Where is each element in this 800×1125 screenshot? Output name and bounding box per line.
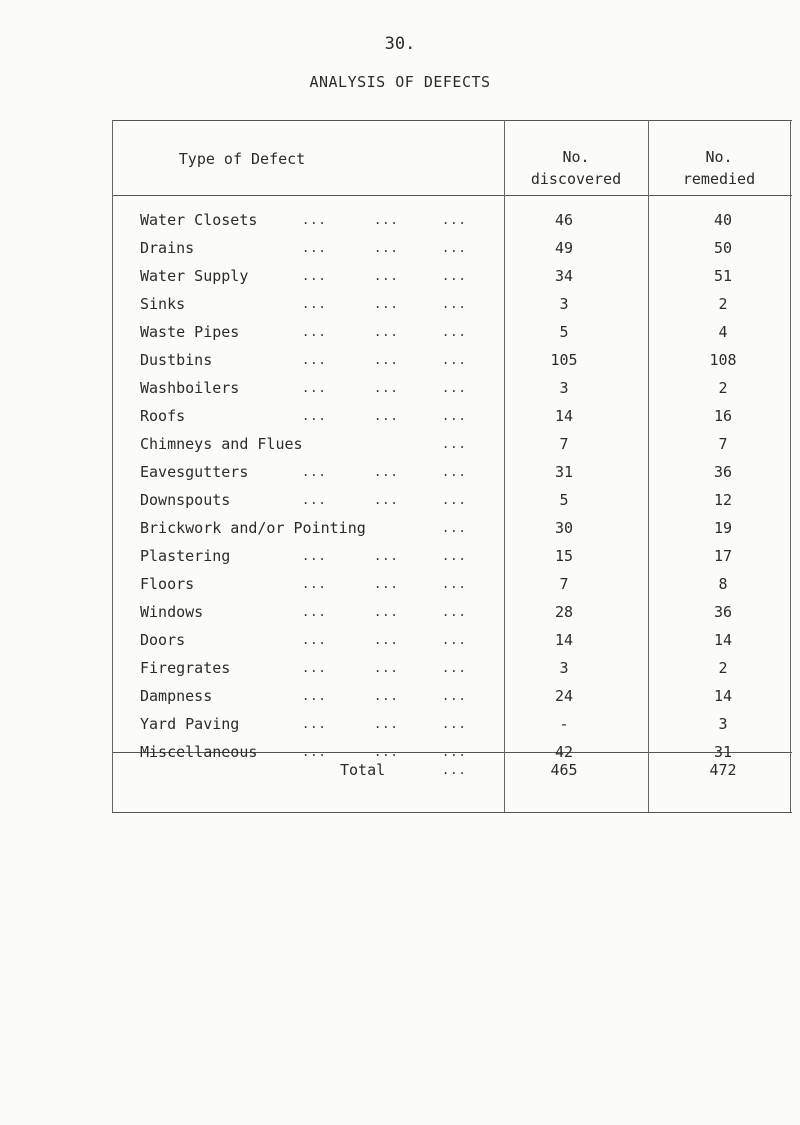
remedied-count: 50 — [713, 239, 733, 257]
remedied-count: 2 — [718, 659, 728, 677]
leader-dot-group: ... — [442, 689, 467, 703]
total-remedied: 472 — [709, 761, 737, 779]
discovered-count: 15 — [554, 547, 574, 565]
table-row — [112, 374, 792, 402]
discovered-count: 3 — [559, 295, 569, 313]
leader-dot-group: ... — [442, 353, 467, 367]
leader-dot-group: ... — [442, 633, 467, 647]
leader-dot-group: ... — [302, 409, 327, 423]
discovered-count: 14 — [554, 631, 574, 649]
remedied-count: 17 — [713, 547, 733, 565]
defect-type: Eavesgutters — [140, 463, 249, 481]
header-bottom-rule — [112, 195, 792, 196]
discovered-count: 49 — [554, 239, 574, 257]
remedied-count: 2 — [718, 295, 728, 313]
table-row — [112, 570, 792, 598]
defect-type: Miscellaneous — [140, 743, 258, 761]
discovered-count: 3 — [559, 659, 569, 677]
leader-dot-group: ... — [442, 269, 467, 283]
discovered-count: 5 — [559, 323, 569, 341]
table-row — [112, 654, 792, 682]
defect-type: Water Supply — [140, 267, 249, 285]
remedied-count: 108 — [709, 351, 737, 369]
table-bottom-rule — [112, 812, 792, 813]
remedied-count: 51 — [713, 267, 733, 285]
table-row — [112, 430, 792, 458]
leader-dot-group: ... — [302, 353, 327, 367]
leader-dot-group: ... — [442, 465, 467, 479]
discovered-count: 7 — [559, 575, 569, 593]
remedied-count: 16 — [713, 407, 733, 425]
discovered-count: 30 — [554, 519, 574, 537]
leader-dot-group: ... — [442, 577, 467, 591]
leader-dot-group: ... — [374, 493, 399, 507]
total-row — [112, 756, 792, 784]
defect-type: Washboilers — [140, 379, 240, 397]
discovered-count: 42 — [554, 743, 574, 761]
defect-type: Windows — [140, 603, 204, 621]
remedied-count: 12 — [713, 491, 733, 509]
header-remedied-line2: remedied — [682, 170, 756, 188]
leader-dot-group: ... — [302, 633, 327, 647]
table-top-rule — [112, 120, 792, 121]
leader-dot-group: ... — [442, 381, 467, 395]
defect-type: Chimneys and Flues — [140, 435, 303, 453]
header-no-discovered — [504, 146, 648, 190]
leader-dot-group: ... — [374, 297, 399, 311]
page-title: ANALYSIS OF DEFECTS — [309, 73, 491, 91]
leader-dot-group: ... — [442, 605, 467, 619]
leader-dot-group: ... — [442, 521, 467, 535]
discovered-count: 3 — [559, 379, 569, 397]
leader-dot-group: ... — [302, 241, 327, 255]
leader-dot-group: ... — [374, 549, 399, 563]
defect-type: Yard Paving — [140, 715, 240, 733]
leader-dot-group: ... — [442, 549, 467, 563]
defect-type: Dampness — [140, 687, 213, 705]
defect-type: Drains — [140, 239, 195, 257]
table-row — [112, 682, 792, 710]
defect-type: Water Closets — [140, 211, 258, 229]
total-discovered: 465 — [550, 761, 578, 779]
leader-dot-group: ... — [302, 745, 327, 759]
discovered-count: 34 — [554, 267, 574, 285]
discovered-count: 31 — [554, 463, 574, 481]
leader-dot-group: ... — [374, 381, 399, 395]
table-row — [112, 542, 792, 570]
leader-dot-group: ... — [302, 717, 327, 731]
defect-type: Downspouts — [140, 491, 231, 509]
remedied-count: 14 — [713, 687, 733, 705]
leader-dot-group: ... — [302, 297, 327, 311]
table-row — [112, 486, 792, 514]
page-number: 30. — [384, 34, 416, 54]
defect-type: Roofs — [140, 407, 186, 425]
leader-dot-group: ... — [442, 213, 467, 227]
leader-dot-group: ... — [374, 605, 399, 619]
table-row — [112, 514, 792, 542]
leader-dot-group: ... — [302, 493, 327, 507]
leader-dot-group: ... — [442, 745, 467, 759]
leader-dot-group: ... — [302, 577, 327, 591]
leader-dot-group: ... — [442, 409, 467, 423]
leader-dot-group: ... — [442, 297, 467, 311]
total-leader-dots: ... — [442, 763, 467, 777]
leader-dot-group: ... — [374, 269, 399, 283]
leader-dot-group: ... — [302, 213, 327, 227]
leader-dot-group: ... — [302, 325, 327, 339]
leader-dot-group: ... — [442, 241, 467, 255]
remedied-count: 14 — [713, 631, 733, 649]
leader-dot-group: ... — [374, 213, 399, 227]
table-row — [112, 402, 792, 430]
leader-dot-group: ... — [302, 549, 327, 563]
header-no-remedied — [648, 146, 790, 190]
header-type-of-defect: Type of Defect — [178, 150, 306, 168]
leader-dot-group: ... — [302, 605, 327, 619]
discovered-count: - — [559, 715, 569, 733]
discovered-count: 28 — [554, 603, 574, 621]
remedied-count: 36 — [713, 603, 733, 621]
leader-dot-group: ... — [302, 661, 327, 675]
defect-type: Brickwork and/or Pointing — [140, 519, 366, 537]
leader-dot-group: ... — [442, 717, 467, 731]
header-discovered-line1: No. — [562, 148, 590, 166]
discovered-count: 46 — [554, 211, 574, 229]
table-row — [112, 262, 792, 290]
remedied-count: 7 — [718, 435, 728, 453]
header-discovered-line2: discovered — [530, 170, 622, 188]
leader-dot-group: ... — [302, 689, 327, 703]
leader-dot-group: ... — [374, 633, 399, 647]
defect-type: Firegrates — [140, 659, 231, 677]
table-row — [112, 458, 792, 486]
remedied-count: 2 — [718, 379, 728, 397]
table-row — [112, 290, 792, 318]
remedied-count: 8 — [718, 575, 728, 593]
remedied-count: 36 — [713, 463, 733, 481]
discovered-count: 24 — [554, 687, 574, 705]
leader-dot-group: ... — [302, 381, 327, 395]
leader-dot-group: ... — [442, 661, 467, 675]
table-row — [112, 206, 792, 234]
defects-table — [112, 120, 792, 832]
leader-dot-group: ... — [374, 325, 399, 339]
table-row — [112, 346, 792, 374]
discovered-count: 105 — [550, 351, 578, 369]
defect-type: Dustbins — [140, 351, 213, 369]
leader-dot-group: ... — [442, 325, 467, 339]
discovered-count: 14 — [554, 407, 574, 425]
table-row — [112, 318, 792, 346]
leader-dot-group: ... — [374, 745, 399, 759]
leader-dot-group: ... — [374, 465, 399, 479]
discovered-count: 7 — [559, 435, 569, 453]
leader-dot-group: ... — [374, 241, 399, 255]
table-row — [112, 626, 792, 654]
leader-dot-group: ... — [374, 409, 399, 423]
defect-type: Plastering — [140, 547, 231, 565]
leader-dot-group: ... — [442, 493, 467, 507]
leader-dot-group: ... — [374, 353, 399, 367]
defect-type: Sinks — [140, 295, 186, 313]
leader-dot-group: ... — [302, 269, 327, 283]
remedied-count: 19 — [713, 519, 733, 537]
leader-dot-group: ... — [442, 437, 467, 451]
defect-type: Floors — [140, 575, 195, 593]
total-label: Total — [340, 761, 386, 779]
remedied-count: 3 — [718, 715, 728, 733]
table-row — [112, 234, 792, 262]
table-row — [112, 710, 792, 738]
remedied-count: 31 — [713, 743, 733, 761]
remedied-count: 40 — [713, 211, 733, 229]
header-remedied-line1: No. — [705, 148, 733, 166]
defect-type: Doors — [140, 631, 186, 649]
leader-dot-group: ... — [374, 577, 399, 591]
defect-type: Waste Pipes — [140, 323, 240, 341]
leader-dot-group: ... — [302, 465, 327, 479]
leader-dot-group: ... — [374, 689, 399, 703]
table-row — [112, 598, 792, 626]
leader-dot-group: ... — [374, 661, 399, 675]
discovered-count: 5 — [559, 491, 569, 509]
leader-dot-group: ... — [374, 717, 399, 731]
remedied-count: 4 — [718, 323, 728, 341]
